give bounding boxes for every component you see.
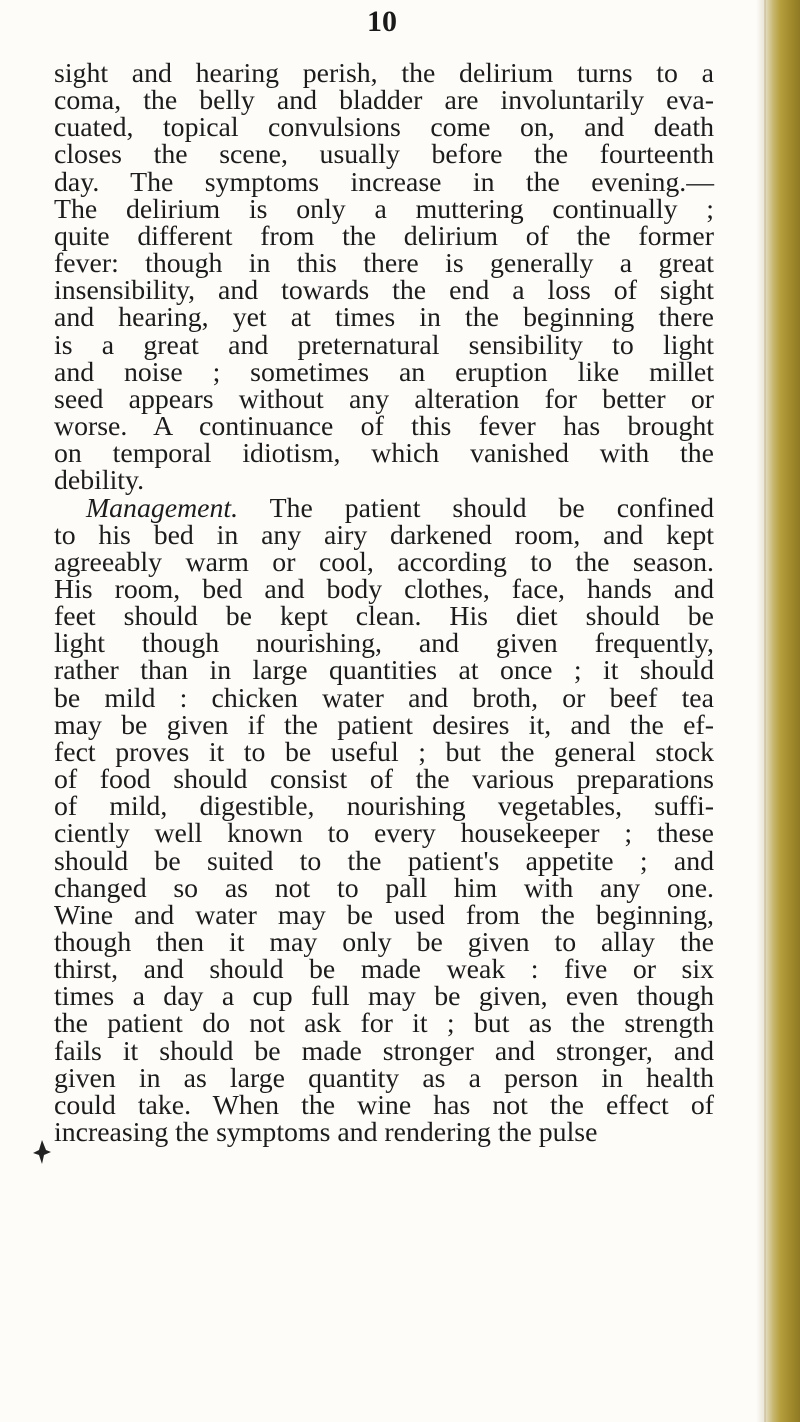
text-line: thirst, and should be made weak : five or six: [54, 954, 714, 986]
ink-blot-mark: [33, 1140, 51, 1164]
text-line: could take. When the wine has not the effect of: [54, 1089, 714, 1121]
text-line: to his bed in any airy darkened room, and kept: [54, 519, 714, 551]
text-run: The patient should be confined: [238, 492, 714, 524]
text-line: of food should consist of the various preparations: [54, 764, 714, 796]
text-line: worse. A continuance of this fever has brought: [54, 411, 714, 443]
text-line: quite different from the delirium of the former: [54, 220, 714, 252]
text-line: sight and hearing perish, the delirium turns to a: [54, 58, 714, 89]
text-line: rather than in large quantities at once ; it should: [54, 655, 714, 687]
text-line: though then it may only be given to allay the: [54, 927, 714, 958]
text-line: Wine and water may be used from the beginning,: [54, 899, 714, 931]
text-line: times a day a cup full may be given, even though: [54, 981, 714, 1013]
text-line: and noise ; sometimes an eruption like millet: [54, 356, 714, 388]
text-line: day. The symptoms increase in the evening.—: [54, 166, 714, 198]
text-line: cuated, topical convulsions come on, and death: [54, 112, 714, 144]
text-line: light though nourishing, and given frequently,: [54, 628, 714, 660]
text-line: and hearing, yet at times in the beginning there: [54, 302, 714, 334]
text-line: of mild, digestible, nourishing vegetables, suffi-: [54, 791, 714, 823]
section-heading-management: Management.: [86, 492, 239, 524]
text-line: seed appears without any alteration for better or: [54, 383, 714, 415]
body-text: [54, 58, 714, 1149]
text-line: given in as large quantity as a person in health: [54, 1062, 714, 1094]
text-line: feet should be kept clean. His diet should be: [54, 601, 714, 633]
text-line: on temporal idiotism, which vanished with the: [54, 438, 714, 470]
text-line: fails it should be made stronger and stronger, and: [54, 1035, 714, 1067]
page-number: 10: [367, 5, 397, 38]
text-line: insensibility, and towards the end a loss of sight: [54, 275, 714, 307]
text-line: increasing the symptoms and rendering the pulse: [54, 1117, 598, 1149]
text-line: should be suited to the patient's appetite ; and: [54, 845, 714, 877]
page-gutter-edge: [764, 0, 800, 1422]
text-line: is a great and preternatural sensibility to light: [54, 329, 714, 361]
text-line: coma, the belly and bladder are involuntarily eva-: [54, 85, 714, 117]
text-line: the patient do not ask for it ; but as the strength: [54, 1008, 714, 1040]
text-line: may be given if the patient desires it, and the ef-: [54, 709, 714, 741]
paragraph-first-line: [54, 492, 714, 524]
text-line: His room, bed and body clothes, face, hands and: [54, 573, 714, 605]
text-line: be mild : chicken water and broth, or beef tea: [54, 682, 714, 714]
paragraph-management: [54, 492, 714, 1149]
text-line: fect proves it to be useful ; but the general stock: [54, 736, 714, 768]
paragraph-symptoms: [54, 60, 714, 495]
text-line: ciently well known to every housekeeper ; these: [54, 818, 714, 850]
gutter-shadow: [756, 0, 766, 1422]
text-line: changed so as not to pall him with any one.: [54, 872, 714, 904]
text-line: closes the scene, usually before the fourteenth: [54, 139, 714, 171]
text-line: debility.: [54, 465, 145, 497]
text-line: The delirium is only a muttering continually ;: [54, 193, 714, 225]
text-line: fever: though in this there is generally a great: [54, 248, 714, 280]
text-line: agreeably warm or cool, according to the season.: [54, 546, 714, 578]
